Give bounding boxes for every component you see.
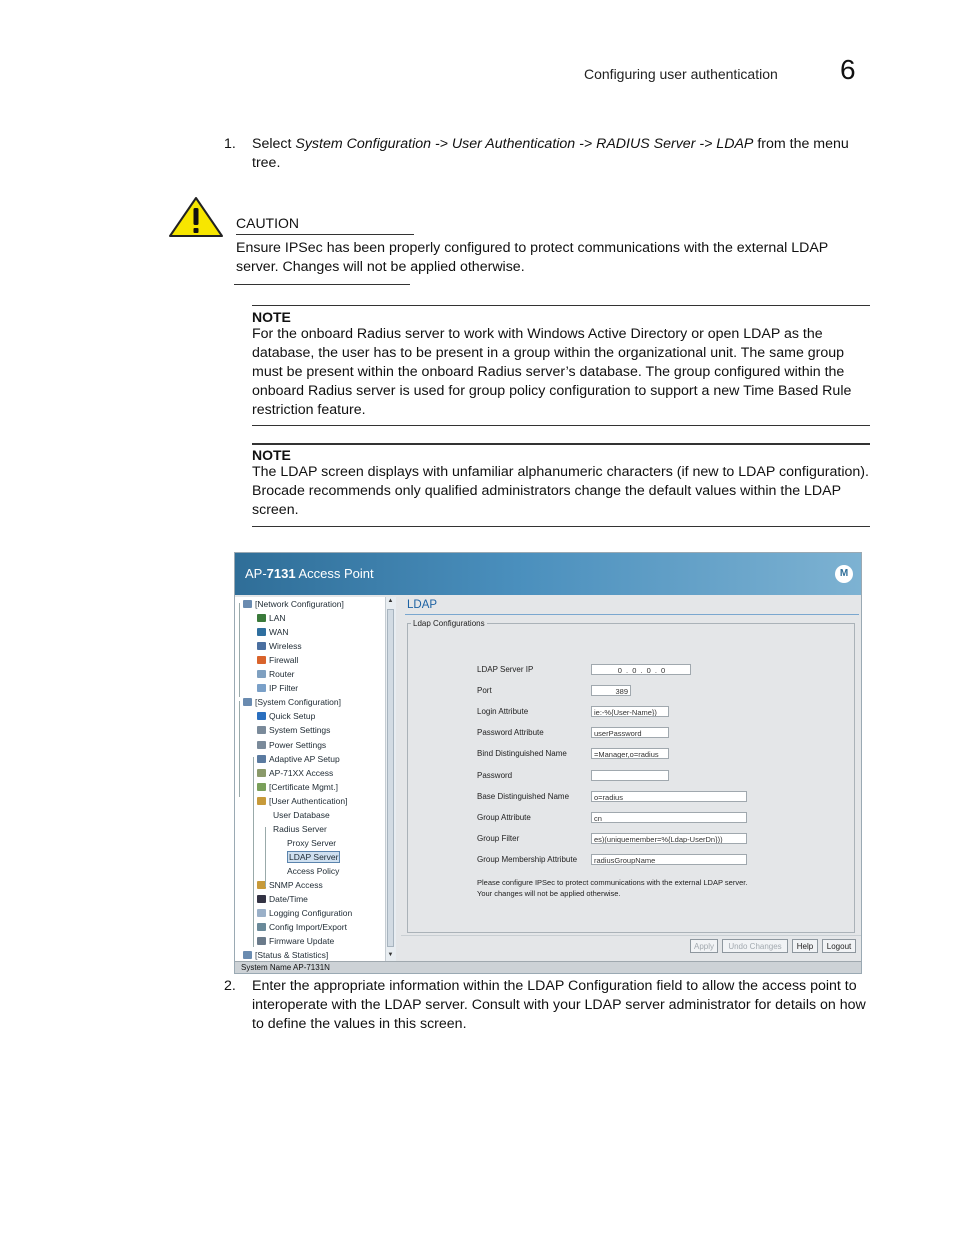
tree-item-proxy-server[interactable] <box>285 838 336 848</box>
tree-item-label: Firmware Update <box>269 936 335 947</box>
motorola-logo: M <box>835 565 853 583</box>
tree-item-label: Power Settings <box>269 739 327 750</box>
tree-item-network-config[interactable] <box>243 599 344 609</box>
tree-item-power-settings[interactable] <box>257 740 326 750</box>
panel-title-rule <box>405 614 859 615</box>
menu-path: System Configuration -> User Authentication -> RADIUS Server -> LDAP <box>295 136 754 152</box>
tree-item-firewall[interactable] <box>257 655 298 665</box>
tree-item-label: [Status & Statistics] <box>255 950 329 961</box>
port-label: Port <box>477 686 492 696</box>
help-button[interactable]: Help <box>792 939 818 953</box>
tree-item-label: [Network Configuration] <box>255 599 344 609</box>
tree-item-access-policy[interactable] <box>285 866 339 876</box>
chapter-number: 6 <box>840 54 856 85</box>
tree-scrollbar[interactable] <box>385 597 396 963</box>
tree-item-logging-configuration[interactable] <box>257 908 352 918</box>
tree-item-wan[interactable] <box>257 627 289 637</box>
menu-tree <box>235 597 396 963</box>
tree-item-label: System Settings <box>269 725 331 736</box>
tree-item-config-import-export[interactable] <box>257 922 347 932</box>
logging-configuration-icon <box>257 909 266 917</box>
note-2-label: NOTE <box>252 447 291 463</box>
tree-item-label: LAN <box>269 613 286 624</box>
tree-item-system-settings[interactable] <box>257 725 330 735</box>
network-config-icon <box>243 600 252 608</box>
login-attribute-input[interactable]: ie:-%{User-Name}) <box>591 706 669 717</box>
app-title: AP-7131 Access Point <box>245 566 374 581</box>
date-time-icon <box>257 895 266 903</box>
bind-distinguished-name-label: Bind Distinguished Name <box>477 749 567 759</box>
group-membership-attribute-label: Group Membership Attribute <box>477 854 578 864</box>
apply-button[interactable]: Apply <box>690 939 718 953</box>
system-settings-icon <box>257 726 266 734</box>
step-2-number: 2. <box>224 978 236 994</box>
ldap-server-ip-label: LDAP Server IP <box>477 665 534 674</box>
tree-item-user-database[interactable] <box>271 810 330 820</box>
tree-item-system-config[interactable] <box>243 697 341 707</box>
lan-icon <box>257 614 266 622</box>
bind-distinguished-name-input[interactable]: =Manager,o=radius <box>591 748 669 759</box>
tree-item-label: Router <box>269 669 295 680</box>
tree-item-label: [User Authentication] <box>269 795 348 806</box>
caution-text: Ensure IPSec has been properly configured to protect communications with the external LDAP server. Changes will not be applied otherwise. <box>236 240 828 275</box>
note-1-rule-bottom <box>252 425 870 426</box>
adaptive-ap-setup-icon <box>257 755 266 763</box>
note-1-text: For the onboard Radius server to work with Windows Active Directory or open LDAP as the database, the user has to be present in a group within the organizational unit. The same group must be present within the onboard Radius server’s database. The group configured within the onboard Radius server is used for group policy configuration to support a new Time Based Rule restriction feature. <box>252 326 852 418</box>
tree-item-lan[interactable] <box>257 613 286 623</box>
tree-item-wireless[interactable] <box>257 641 302 651</box>
base-distinguished-name-input[interactable]: o=radius <box>591 791 747 802</box>
undo-changes-button[interactable]: Undo Changes <box>722 939 788 953</box>
caution-label: CAUTION <box>236 215 299 231</box>
note-1-rule-top <box>252 305 870 306</box>
tree-item-label: LDAP Server <box>289 851 339 862</box>
tree-item-label: WAN <box>269 627 289 638</box>
tree-item-radius-server[interactable] <box>271 824 327 834</box>
scroll-down-arrow-icon[interactable]: ▼ <box>387 952 394 958</box>
tree-item-user-authentication[interactable] <box>257 796 347 806</box>
tree-item-ap-71xx-access[interactable] <box>257 768 333 778</box>
ldap-server-ip-input[interactable]: 0 . 0 . 0 . 0 <box>591 664 691 675</box>
panel-title: LDAP <box>407 599 438 611</box>
tree-item-label: AP-71XX Access <box>269 767 334 778</box>
logout-button[interactable]: Logout <box>822 939 856 953</box>
step-1 <box>224 135 872 175</box>
power-settings-icon <box>257 741 266 749</box>
tree-item-label: Date/Time <box>269 894 308 905</box>
tree-item-label: Quick Setup <box>269 711 316 722</box>
note-2-text: The LDAP screen displays with unfamiliar alphanumeric characters (if new to LDAP configuration). Brocade recommends only qualified administrators change the default values within the LDAP screen. <box>252 464 869 518</box>
group-attribute-input[interactable]: cn <box>591 812 747 823</box>
base-distinguished-name-label: Base Distinguished Name <box>477 791 570 801</box>
password-label: Password <box>477 770 513 780</box>
wireless-icon <box>257 642 266 650</box>
tree-item-label: Wireless <box>269 641 302 652</box>
tree-item-label: Adaptive AP Setup <box>269 753 340 764</box>
tree-item-label: Config Import/Export <box>269 922 347 933</box>
tree-item-label: IP Filter <box>269 683 299 694</box>
note-2-rule-top <box>252 443 870 445</box>
firmware-update-icon <box>257 937 266 945</box>
note-1-label: NOTE <box>252 309 291 325</box>
tree-item-label: Radius Server <box>273 823 327 834</box>
tree-item-ldap-server[interactable] <box>285 852 340 862</box>
tree-item-label: Firewall <box>269 655 299 666</box>
tree-item-firmware-update[interactable] <box>257 936 334 946</box>
password-attribute-input[interactable]: userPassword <box>591 727 669 738</box>
tree-item-label: User Database <box>273 809 330 820</box>
tree-item-label: Access Policy <box>287 865 340 876</box>
group-filter-label: Group Filter <box>477 833 520 843</box>
tree-item-certificate-mgmt[interactable] <box>257 782 338 792</box>
caution-rule-bottom <box>234 284 410 285</box>
status-bar: System Name AP-7131N <box>235 961 861 973</box>
tree-item-ip-filter[interactable] <box>257 683 298 693</box>
group-filter-input[interactable]: es)(uniquemember=%{Ldap-UserDn})) <box>591 833 747 844</box>
running-header-title: Configuring user authentication <box>584 66 778 82</box>
router-icon <box>257 670 266 678</box>
ldap-screenshot <box>234 552 862 974</box>
group-label: Ldap Configurations <box>413 619 485 628</box>
config-import-export-icon <box>257 923 266 931</box>
login-attribute-label: Login Attribute <box>477 707 529 717</box>
tree-item-quick-setup[interactable] <box>257 711 315 721</box>
tree-item-label: Proxy Server <box>287 837 337 848</box>
step-1-number: 1. <box>224 136 236 152</box>
group-attribute-label: Group Attribute <box>477 812 531 822</box>
wan-icon <box>257 628 266 636</box>
tree-item-label: [Certificate Mgmt.] <box>269 781 338 792</box>
group-membership-attribute-input[interactable]: radiusGroupName <box>591 854 747 865</box>
ip-filter-icon <box>257 684 266 692</box>
caution-icon <box>168 196 224 238</box>
tree-item-label: SNMP Access <box>269 880 323 890</box>
tree-item-snmp-access[interactable] <box>257 880 323 890</box>
certificate-mgmt-icon <box>257 783 266 791</box>
firewall-icon <box>257 656 266 664</box>
ipsec-warning: Please configure IPSec to protect communications with the external LDAP server. Your changes will not be applied otherwise. <box>477 878 748 898</box>
step-1-text: Select System Configuration -> User Authentication -> RADIUS Server -> LDAP from the menu tree. <box>252 136 849 171</box>
password-attribute-label: Password Attribute <box>477 728 544 738</box>
scroll-up-arrow-icon[interactable]: ▲ <box>387 598 394 604</box>
port-input[interactable]: 389 <box>591 685 631 696</box>
password-input[interactable] <box>591 770 669 781</box>
step-2 <box>224 977 872 1037</box>
tree-item-router[interactable] <box>257 669 295 679</box>
system-config-icon <box>243 698 252 706</box>
tree-item-status-statistics[interactable] <box>243 950 328 960</box>
tree-item-label: Logging Configuration <box>269 908 353 919</box>
tree-item-label: [System Configuration] <box>255 697 341 708</box>
status-statistics-icon <box>243 951 252 959</box>
note-2-rule-bottom <box>252 526 870 527</box>
ap-71xx-access-icon <box>257 769 266 777</box>
user-authentication-icon <box>257 797 266 805</box>
tree-item-adaptive-ap-setup[interactable] <box>257 754 340 764</box>
scroll-thumb[interactable] <box>387 609 394 947</box>
step-2-text: Enter the appropriate information within the LDAP Configuration field to allow the access point to interoperate with the LDAP server. Consult with your LDAP server administrator for details on how to define the values in this screen. <box>252 978 866 1032</box>
quick-setup-icon <box>257 712 266 720</box>
caution-rule-top <box>236 234 414 235</box>
tree-item-date-time[interactable] <box>257 894 308 904</box>
